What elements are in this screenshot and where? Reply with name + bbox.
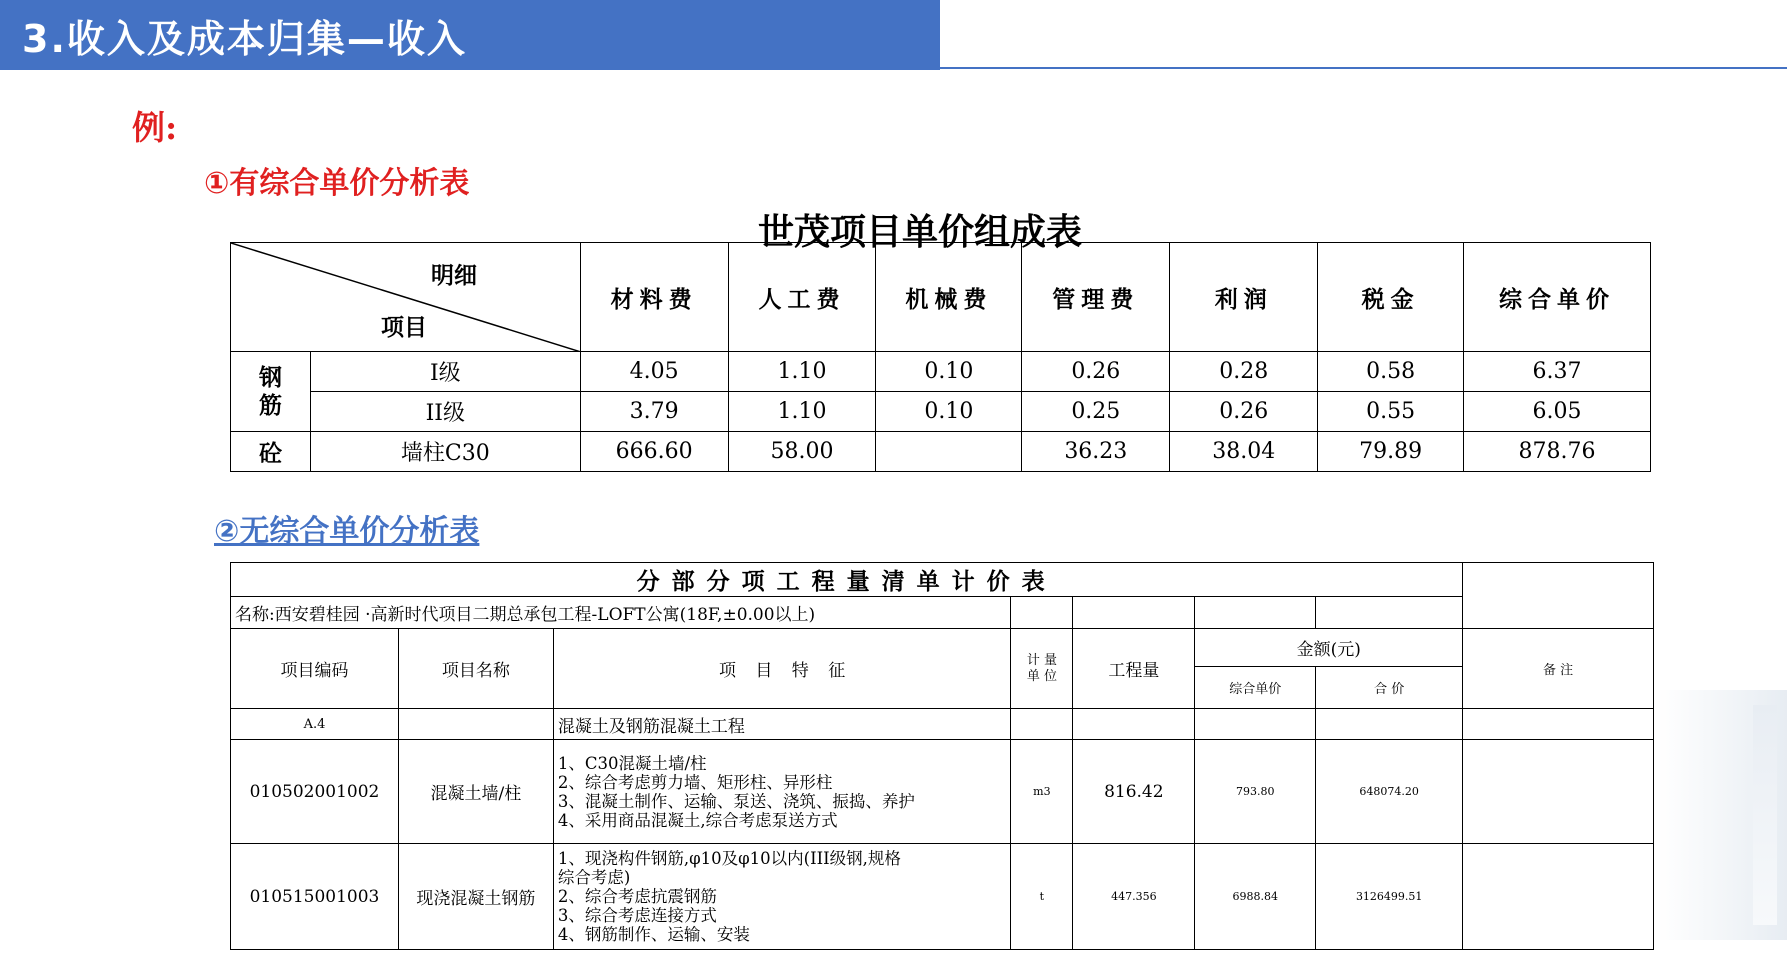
blank-cell xyxy=(1463,709,1654,740)
blank-cell xyxy=(1073,597,1195,629)
col-header: 材料费 xyxy=(580,243,728,352)
blank-cell xyxy=(1011,597,1073,629)
blank-cell xyxy=(1011,709,1073,740)
item-remark xyxy=(1463,740,1654,844)
section-name: 混凝土及钢筋混凝土工程 xyxy=(553,709,1011,740)
col-header: 管理费 xyxy=(1022,243,1170,352)
cell-value: 1.10 xyxy=(728,392,876,432)
table-row xyxy=(231,392,1651,432)
item-unit: m3 xyxy=(1011,740,1073,844)
header-remark: 备 注 xyxy=(1463,629,1654,709)
blank-cell xyxy=(398,709,553,740)
section1-title: ①有综合单价分析表 xyxy=(204,166,470,201)
section-code: A.4 xyxy=(231,709,399,740)
item-name: 混凝土墙/柱 xyxy=(398,740,553,844)
feature-line: 1、C30混凝土墙/柱 xyxy=(557,753,707,773)
unit-price-table xyxy=(230,242,1651,472)
feature-line: 4、采用商品混凝土,综合考虑泵送方式 xyxy=(557,810,838,830)
header-name: 项目名称 xyxy=(398,629,553,709)
feature-line: 4、钢筋制作、运输、安装 xyxy=(557,925,750,944)
group-label-rebar: 钢筋 xyxy=(231,352,311,432)
cell-value: 0.10 xyxy=(876,392,1022,432)
example-label: 例: xyxy=(132,108,178,147)
col-header: 机械费 xyxy=(876,243,1022,352)
table1-title: 世茂项目单价组成表 xyxy=(757,212,1082,253)
header-quantity: 工程量 xyxy=(1073,629,1195,709)
col-header: 税金 xyxy=(1318,243,1464,352)
cell-value: 79.89 xyxy=(1318,432,1464,472)
table-row xyxy=(231,352,1651,392)
decorative-building-edge xyxy=(1753,705,1777,925)
table1-header-row xyxy=(231,243,1651,352)
corner-top-label: 明细 xyxy=(431,263,477,289)
col-header: 利润 xyxy=(1170,243,1318,352)
cell-value: 0.58 xyxy=(1318,352,1464,392)
feature-line: 2、综合考虑剪力墙、矩形柱、异形柱 xyxy=(557,772,833,792)
cell-value: 0.28 xyxy=(1170,352,1318,392)
blank-cell xyxy=(1073,709,1195,740)
cell-value: 58.00 xyxy=(728,432,876,472)
item-code: 010502001002 xyxy=(231,740,399,844)
item-unit: t xyxy=(1011,844,1073,950)
header-unit: 计 量 单 位 xyxy=(1011,629,1073,709)
item-quantity: 816.42 xyxy=(1073,740,1195,844)
cell-value: 6.37 xyxy=(1464,352,1651,392)
feature-line: 2、综合考虑抗震钢筋 xyxy=(557,887,717,906)
table-row xyxy=(231,844,1654,950)
item-unit-price: 6988.84 xyxy=(1195,844,1316,950)
item-total: 648074.20 xyxy=(1316,740,1463,844)
header-unit-price: 综合单价 xyxy=(1195,667,1316,709)
table-row xyxy=(231,740,1654,844)
cell-value: 0.26 xyxy=(1022,352,1170,392)
item-features xyxy=(553,844,1011,950)
feature-line: 3、混凝土制作、运输、泵送、浇筑、振捣、养护 xyxy=(557,791,915,811)
cell-value: 0.10 xyxy=(876,352,1022,392)
cell-value xyxy=(876,432,1022,472)
blank-cell xyxy=(1316,597,1463,629)
cell-value: 4.05 xyxy=(580,352,728,392)
group-label-concrete: 砼 xyxy=(231,432,311,472)
cell-value: 6.05 xyxy=(1464,392,1651,432)
blank-cell xyxy=(1195,597,1316,629)
blank-cell xyxy=(1463,563,1654,629)
slide-title: 3.收入及成本归集—收入 xyxy=(22,17,467,61)
feature-line: 1、现浇构件钢筋,φ10及φ10以内(III级钢,规格 xyxy=(557,849,901,868)
table-row xyxy=(231,432,1651,472)
item-unit-price: 793.80 xyxy=(1195,740,1316,844)
bill-of-quantities-table xyxy=(230,562,1654,950)
table-row xyxy=(231,709,1654,740)
cell-value: 3.79 xyxy=(580,392,728,432)
blank-cell xyxy=(1316,709,1463,740)
item-name: I级 xyxy=(310,352,580,392)
project-name-line: 名称:西安碧桂园 ·高新时代项目二期总承包工程-LOFT公寓(18F,±0.00以上) xyxy=(231,597,1011,629)
col-header: 综合单价 xyxy=(1464,243,1651,352)
feature-line: 综合考虑) xyxy=(557,868,631,887)
section2-title: ②无综合单价分析表 xyxy=(214,514,480,549)
item-remark xyxy=(1463,844,1654,950)
header-divider xyxy=(920,67,1787,69)
item-total: 3126499.51 xyxy=(1316,844,1463,950)
cell-value: 38.04 xyxy=(1170,432,1318,472)
item-code: 010515001003 xyxy=(231,844,399,950)
cell-value: 0.26 xyxy=(1170,392,1318,432)
col-header: 人工费 xyxy=(728,243,876,352)
corner-cell xyxy=(231,243,581,352)
item-name: 现浇混凝土钢筋 xyxy=(398,844,553,950)
blank-cell xyxy=(1195,709,1316,740)
header-total: 合 价 xyxy=(1316,667,1463,709)
cell-value: 666.60 xyxy=(580,432,728,472)
cell-value: 0.55 xyxy=(1318,392,1464,432)
item-quantity: 447.356 xyxy=(1073,844,1195,950)
item-name: II级 xyxy=(310,392,580,432)
cell-value: 36.23 xyxy=(1022,432,1170,472)
item-features xyxy=(553,740,1011,844)
header-code: 项目编码 xyxy=(231,629,399,709)
table2-title: 分部分项工程量清单计价表 xyxy=(231,563,1463,597)
cell-value: 0.25 xyxy=(1022,392,1170,432)
feature-line: 3、综合考虑连接方式 xyxy=(557,906,717,925)
header-amount: 金额(元) xyxy=(1195,629,1463,667)
cell-value: 1.10 xyxy=(728,352,876,392)
corner-bottom-label: 项目 xyxy=(381,315,427,341)
cell-value: 878.76 xyxy=(1464,432,1651,472)
item-name: 墙柱C30 xyxy=(310,432,580,472)
header-feature: 项 目 特 征 xyxy=(553,629,1011,709)
